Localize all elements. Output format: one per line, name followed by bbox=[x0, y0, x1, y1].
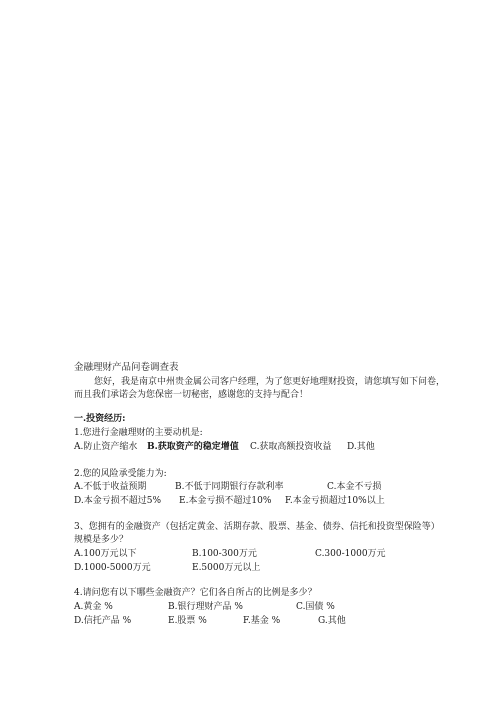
q2-option-c: C.本金不亏损 bbox=[327, 482, 382, 492]
q1-option-d: D.其他 bbox=[347, 442, 375, 452]
document-title: 金融理财产品问卷调查表 bbox=[74, 362, 179, 373]
question-3-cont: 规模是多少？ bbox=[74, 535, 129, 545]
intro-line-2: 而且我们承诺会为您保密一切秘密，感谢您的支持与配合！ bbox=[74, 390, 309, 400]
q4-option-e: E.股票 % bbox=[168, 616, 207, 626]
question-2: 2.您的风险承受能力为: bbox=[74, 469, 167, 479]
q4-option-f: F.基金 % bbox=[243, 616, 281, 626]
q3-option-a: A.100万元以下 bbox=[74, 549, 137, 559]
q1-option-b: B.获取资产的稳定增值 bbox=[147, 442, 239, 452]
q4-option-a: A.黄金 % bbox=[74, 602, 113, 612]
q3-option-b: B.100-300万元 bbox=[192, 549, 257, 559]
question-1: 1.您进行金融理财的主要动机是: bbox=[74, 428, 203, 438]
q4-option-d: D.信托产品 % bbox=[74, 616, 132, 626]
q4-option-g: G.其他 bbox=[318, 616, 346, 626]
question-3: 3、您拥有的金融资产（包括定黄金、活期存款、股票、基金、债券、信托和投资型保险等） bbox=[74, 522, 440, 532]
q2-option-a: A.不低于收益预期 bbox=[74, 482, 147, 492]
q1-option-a: A.防止资产缩水 bbox=[74, 442, 138, 452]
q3-option-e: E.5000万元以上 bbox=[192, 563, 261, 573]
q1-option-c: C.获取高额投资收益 bbox=[250, 442, 332, 452]
q4-option-c: C.国债 % bbox=[296, 602, 335, 612]
q2-option-b: B.不低于同期银行存款利率 bbox=[175, 482, 284, 492]
q3-option-d: D.1000-5000万元 bbox=[74, 563, 151, 573]
q4-option-b: B.银行理财产品 % bbox=[168, 602, 243, 612]
q2-option-e: E.本金亏损不超过10% bbox=[179, 496, 272, 506]
q2-option-d: D.本金亏损不超过5% bbox=[74, 496, 162, 506]
q2-option-f: F.本金亏损超过10%以上 bbox=[285, 496, 385, 506]
intro-line-1: 您好，我是南京中州贵金属公司客户经理，为了您更好地理财投资，请您填写如下问卷， bbox=[94, 377, 446, 387]
question-4: 4.请问您有以下哪些金融资产？它们各自所占的比例是多少？ bbox=[74, 588, 317, 598]
q3-option-c: C.300-1000万元 bbox=[315, 549, 386, 559]
section-title: 一.投资经历: bbox=[74, 414, 126, 424]
